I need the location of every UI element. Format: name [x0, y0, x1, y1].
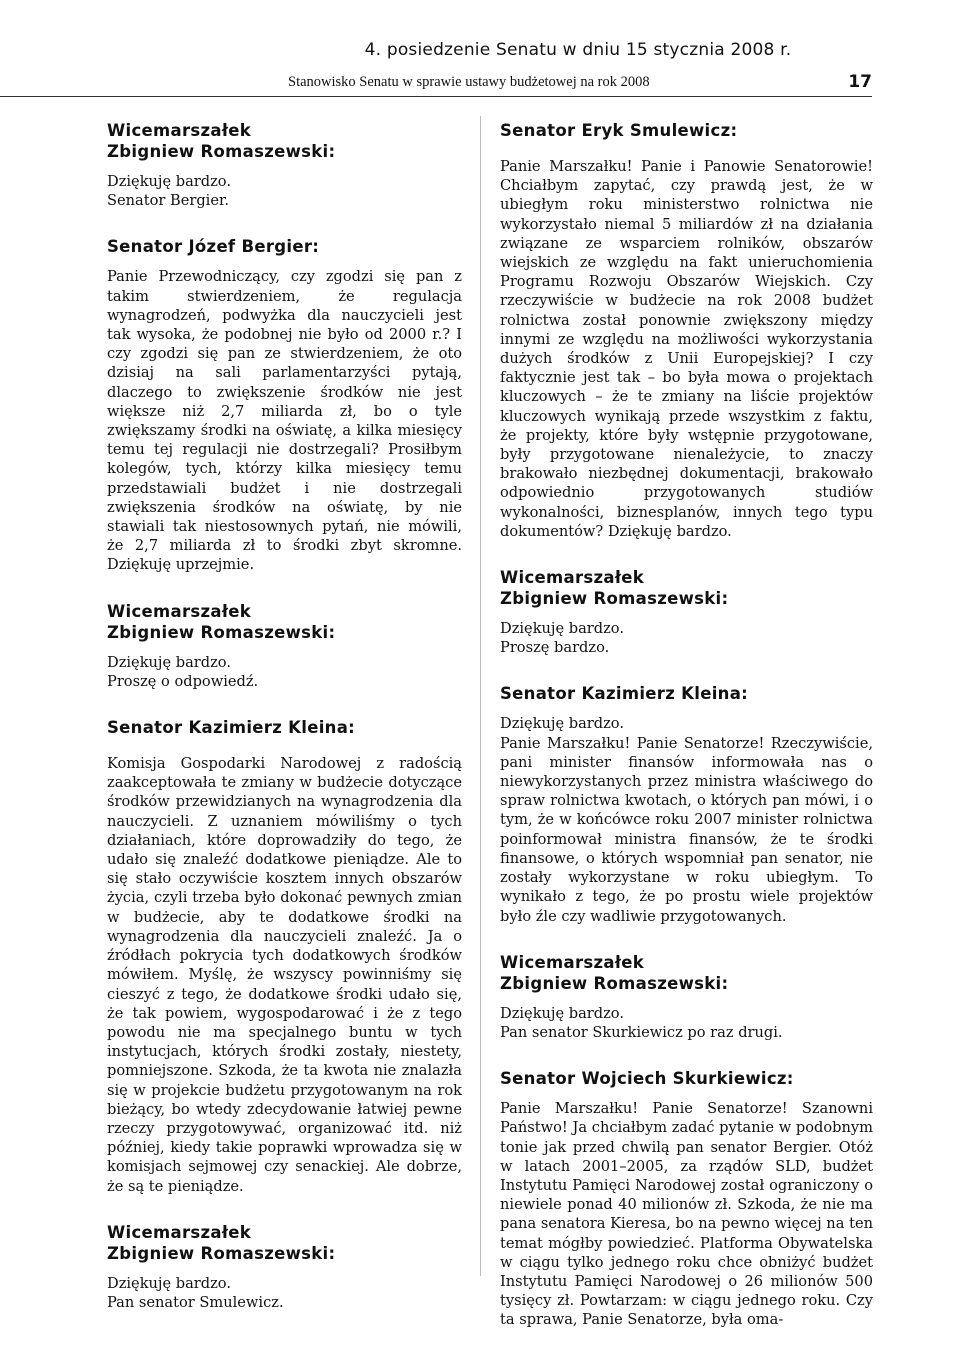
speaker-line: Senator Józef Bergier: [107, 237, 320, 257]
speech-paragraph: Pan senator Smulewicz. [107, 1293, 284, 1311]
speaker-line: Zbigniew Romaszewski: [107, 622, 336, 642]
speaker-line: Zbigniew Romaszewski: [107, 1243, 336, 1263]
speaker-name [500, 567, 873, 609]
speech-block [500, 952, 873, 1042]
speech-paragraph: Pan senator Skurkiewicz po raz drugi. [500, 1023, 783, 1041]
speech-block [107, 1222, 462, 1312]
speech-text [500, 1004, 873, 1042]
header-rule [0, 96, 872, 97]
speaker-line: Senator Wojciech Skurkiewicz: [500, 1069, 794, 1089]
speech-block [500, 120, 873, 541]
speech-block [107, 120, 462, 210]
topic-title: Stanowisko Senatu w sprawie ustawy budżetowej na rok 2008 [288, 74, 650, 90]
speech-text [107, 267, 462, 574]
speech-paragraph: Panie Marszałku! Panie Senatorze! Szanowni Państwo! Ja chciałbym zadać pytanie w podobnym tonie jak przed chwilą pan senator Bergier. Otóż w latach 2001–2005, za rządów SLD, budżet Instytutu Pamięci Narodowej został ograniczony o niewiele ponad 40 milionów zł. Szkoda, że nie ma pana senatora Kieresa, bo na pewno więcej na ten temat mógłby powiedzieć. Platforma Obywatelska w ciągu tylko jednego roku chce obniżyć budżet Instytutu Pamięci Narodowej o 26 milionów 500 tysięcy zł. Powtarzam: w ciągu jednego roku. Czy ta sprawa, Panie Senatorze, była oma- [500, 1100, 873, 1329]
speech-paragraph: Panie Przewodniczący, czy zgodzi się pan z takim stwierdzeniem, że regulacja wynagrodzeń, podwyżka dla nauczycieli jest tak wysoka, że podobnej nie było od 2000 r.? I czy zgodzi się pan ze stwierdzeniem, że oto dzisiaj na sali parlamentarzyści pytają, dlaczego to zwiększenie środków nie jest większe niż 2,7 miliarda zł, bo o tyle zwiększamy środki na oświatę, a kilka miesięcy temu tej regulacji nie dostrzegali? Prosiłbym kolegów, tych, którzy kilka miesięcy temu przedstawiali budżet i nie dostrzegali zwiększenia środków na oświatę, by nie stawiali tak niestosownych pytań, nie mówili, że 2,7 miliarda zł to środki zbyt skromne. Dziękuję uprzejmie. [107, 268, 462, 574]
speech-paragraph: Proszę bardzo. [500, 639, 610, 657]
speech-paragraph: Proszę o odpowiedź. [107, 672, 259, 690]
speaker-line: Wicemarszałek [107, 601, 252, 621]
speaker-line: Senator Kazimierz Kleina: [500, 684, 749, 704]
speaker-name [107, 236, 462, 257]
speaker-line: Wicemarszałek [500, 952, 645, 972]
speech-block [107, 601, 462, 691]
speech-paragraph: Dziękuję bardzo. [500, 620, 624, 638]
speaker-name [107, 717, 462, 738]
page-number: 17 [848, 72, 872, 92]
speech-paragraph: Dziękuję bardzo. [500, 715, 624, 733]
speech-block [500, 1068, 873, 1329]
speaker-name [500, 683, 873, 704]
speech-block [107, 236, 462, 574]
speech-text [107, 653, 462, 691]
speech-paragraph: Dziękuję bardzo. [500, 1004, 624, 1022]
left-column [107, 120, 462, 1338]
speaker-line: Wicemarszałek [500, 568, 645, 588]
speaker-line: Zbigniew Romaszewski: [500, 973, 729, 993]
speaker-line: Zbigniew Romaszewski: [107, 142, 336, 161]
speech-text [500, 157, 873, 541]
speech-block [500, 683, 873, 925]
speech-paragraph: Panie Marszałku! Panie i Panowie Senatorowie! Chciałbym zapytać, czy prawdą jest, że w ubiegłym roku ministerstwo rolnictwa nie wykorzystało niemal 5 miliardów zł na działania związane ze wsparciem rolników, obszarów wiejskich ze względu na fakt unieruchomienia Programu Rozwoju Obszarów Wiejskich. Czy rzeczywiście w budżecie na rok 2008 budżet rolnictwa został ponownie zwiększony między innymi ze względu na możliwości wykorzystania dużych środków z Unii Europejskiej? I czy faktycznie jest tak – bo była mowa o projektach kluczowych – że te zmiany na liście projektów kluczowych wynikają przede wszystkim z faktu, że projekty, które były wstępnie przygotowane, były przygotowane nienależycie, to znaczy brakowało niezbędnej dokumentacji, brakowało odpowiednio przygotowanych studiów wykonalności, biznesplanów, innych tego typu dokumentów? Dziękuję bardzo. [500, 158, 873, 540]
speaker-name [107, 1222, 462, 1264]
speech-paragraph: Dziękuję bardzo. [107, 653, 231, 671]
speech-text [500, 714, 873, 925]
speech-text [107, 754, 462, 1196]
speech-paragraph: Dziękuję bardzo. [107, 173, 231, 190]
speaker-name [500, 952, 873, 994]
speech-text [500, 619, 873, 657]
speaker-line: Senator Eryk Smulewicz: [500, 121, 738, 140]
speaker-line: Senator Kazimierz Kleina: [107, 718, 356, 738]
speaker-name [500, 120, 873, 141]
session-title: 4. posiedzenie Senatu w dniu 15 stycznia 2008 r. [364, 40, 792, 60]
speech-paragraph: Senator Bergier. [107, 192, 229, 210]
speech-text [500, 1099, 873, 1329]
speech-paragraph: Dziękuję bardzo. [107, 1274, 231, 1292]
speech-text [107, 1274, 462, 1312]
speech-paragraph: Komisja Gospodarki Narodowej z radością zaakceptowała te zmiany w budżecie dotyczące środków przewidzianych na wynagrodzenia dla nauczycieli. Z uznaniem mówiliśmy o tych działaniach, które doprowadziły do tego, że udało się znaleźć dodatkowe pieniądze. Ale to się stało oczywiście kosztem innych obszarów życia, czyli trzeba było dokonać pewnych zmian w budżecie, aby te dodatkowe środki na wynagrodzenia dla nauczycieli znaleźć. Ja o źródłach pokrycia tych dodatkowych środków mówiłem. Myślę, że wszyscy powinniśmy się cieszyć z tego, że dodatkowe środki udało się, że tak powiem, wygospodarować i że z tego powodu nie ma specjalnego buntu w tych instytucjach, których środki zostały, niestety, pomniejszone. Szkoda, że ta kwota nie znalazła się w projekcie budżetu przygotowanym na rok bieżący, bo wtedy zdecydowanie łatwiej pewne rzeczy przygotowywać, organizować itd. niż później, kiedy takie poprawki wprowadza się w komisjach sejmowej czy senackiej. Ale dobrze, że są te pieniądze. [107, 755, 462, 1195]
speaker-line: Wicemarszałek [107, 1222, 252, 1242]
speaker-line: Wicemarszałek [107, 121, 252, 140]
speaker-line: Zbigniew Romaszewski: [500, 589, 729, 609]
speech-block [500, 567, 873, 657]
speech-paragraph: Panie Marszałku! Panie Senatorze! Rzeczywiście, pani minister finansów informowała nas o niewykorzystanych przez ministra właściwego do spraw rolnictwa kwotach, o których pan mówi, i o tym, że w końcówce roku 2007 minister rolnictwa poinformował ministra finansów, że te środki finansowe, o których wspomniał pan senator, nie zostały wykorzystane w roku ubiegłym. To wynikało z tego, że po prostu wiele projektów było źle czy wadliwie przygotowanych. [500, 734, 873, 925]
speech-block [107, 717, 462, 1196]
speaker-name [107, 120, 462, 162]
column-divider [480, 116, 481, 1276]
speaker-name [107, 601, 462, 643]
right-column [500, 120, 873, 1356]
speaker-name [500, 1068, 873, 1089]
speech-text [107, 172, 462, 210]
